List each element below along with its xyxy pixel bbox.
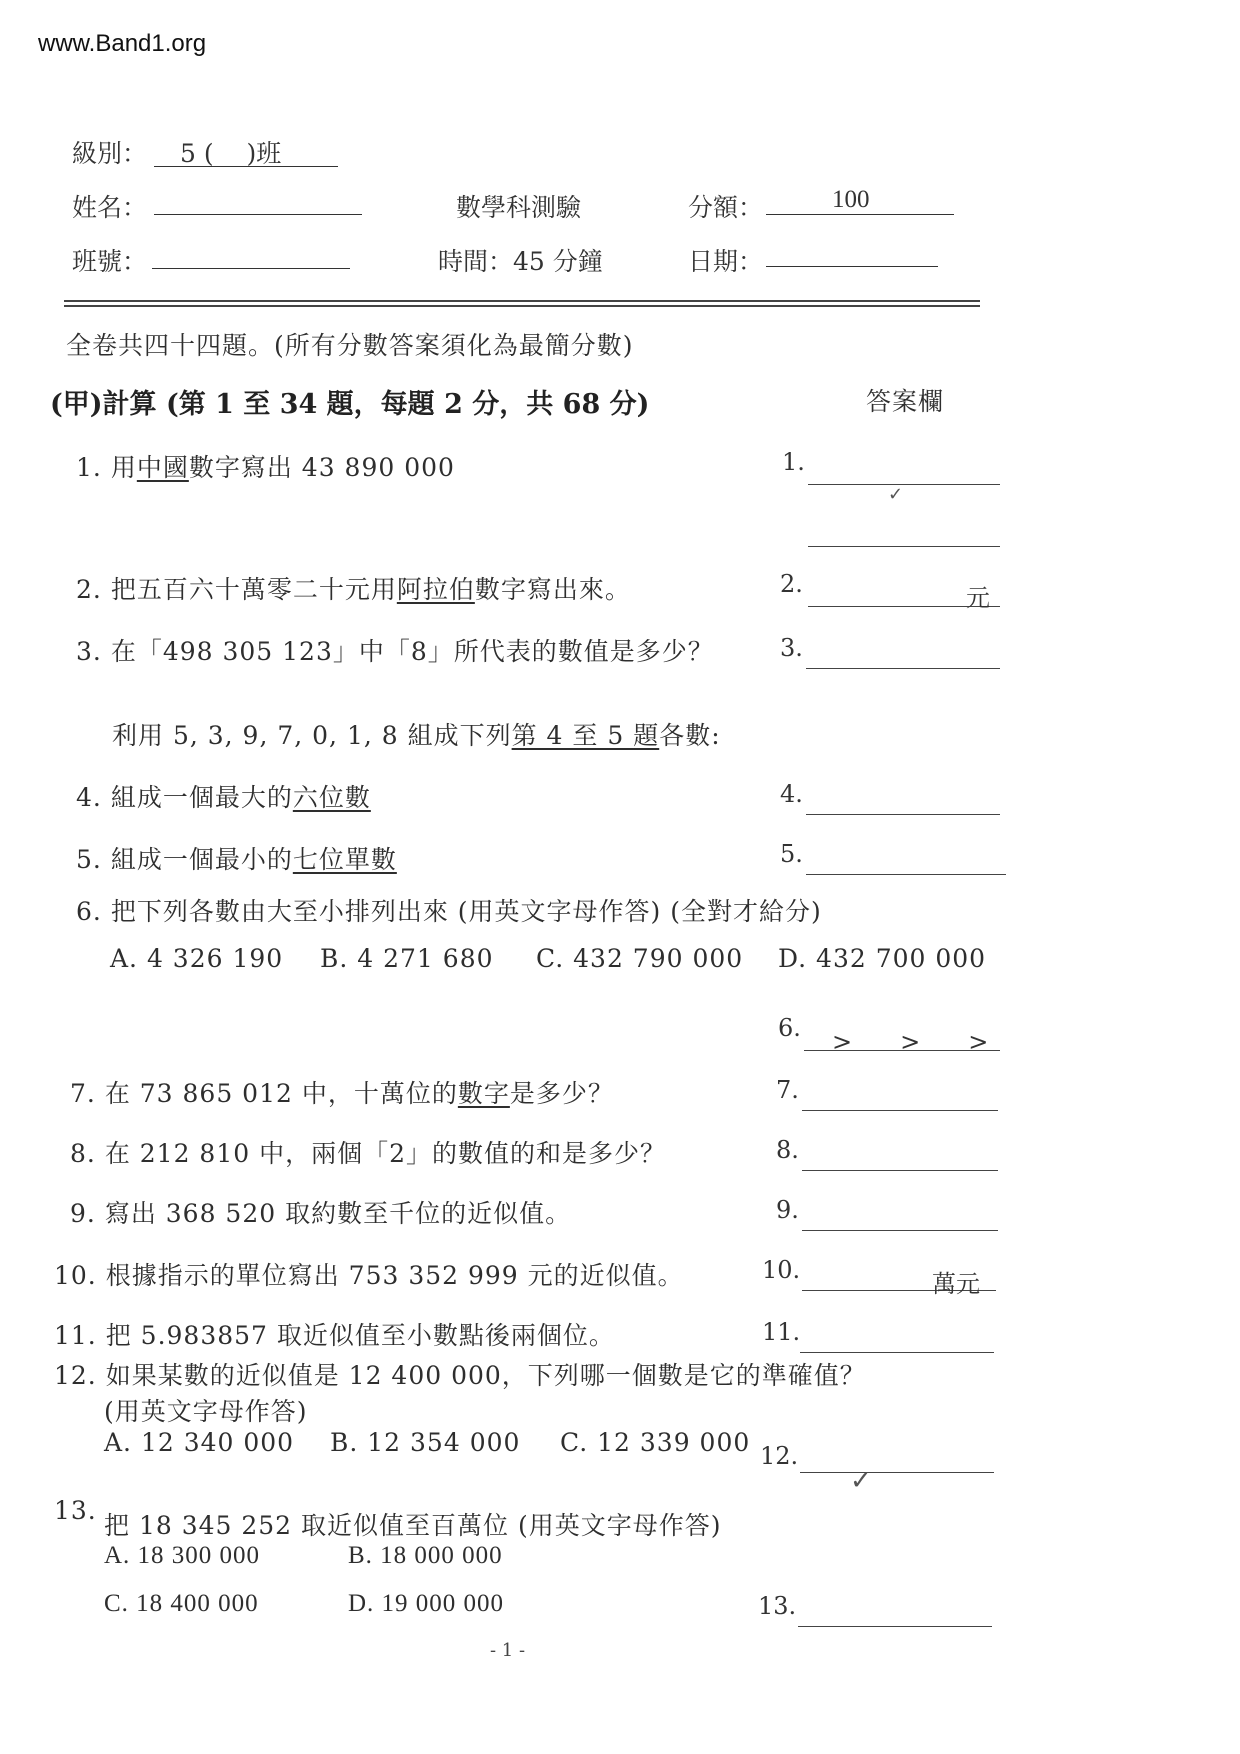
class-no-field[interactable]: [152, 268, 350, 269]
option-12b: B. 12 354 000: [330, 1428, 521, 1457]
header-rule-top: [64, 300, 980, 302]
check-mark-icon: ✓: [850, 1466, 872, 1496]
option-6c: C. 432 790 000: [536, 944, 744, 973]
question-8: 8. 在 212 810 中，兩個「2」的數值的和是多少？: [70, 1139, 666, 1168]
class-no-label: 班號：: [72, 247, 148, 276]
page-number: - 1 -: [490, 1640, 526, 1661]
question-1: 1. 用中國數字寫出 43 890 000: [76, 453, 455, 482]
answer-field-11[interactable]: [800, 1352, 994, 1353]
question-7: 7. 在 73 865 012 中，十萬位的數字是多少？: [70, 1079, 614, 1108]
option-13c: C. 18 400 000: [104, 1590, 259, 1617]
question-2: 2. 把五百六十萬零二十元用阿拉伯數字寫出來。: [76, 575, 631, 604]
grade-underline: [154, 166, 338, 167]
answer-label-7: 7.: [776, 1076, 799, 1104]
option-6b: B. 4 271 680: [320, 944, 494, 973]
question-13: 把 18 345 252 取近似值至百萬位 (用英文字母作答): [104, 1511, 722, 1540]
grade-label: 級別：: [72, 139, 148, 168]
option-13d: D. 19 000 000: [348, 1590, 505, 1617]
time-text: 時間：45 分鐘: [438, 247, 603, 276]
option-6d: D. 432 700 000: [778, 944, 987, 973]
question-12-note: (用英文字母作答): [104, 1397, 308, 1426]
site-url[interactable]: www.Band1.org: [38, 30, 207, 57]
option-12a: A. 12 340 000: [104, 1428, 295, 1457]
answer-label-5: 5.: [780, 840, 803, 868]
answer-field-1b[interactable]: [808, 546, 1000, 547]
answer-column-heading: 答案欄: [866, 387, 945, 416]
answer-field-7[interactable]: [802, 1110, 998, 1111]
option-6a: A. 4 326 190: [110, 944, 284, 973]
question-10: 10. 根據指示的單位寫出 753 352 999 元的近似值。: [54, 1261, 684, 1290]
date-field[interactable]: [766, 266, 938, 267]
answer-label-2: 2.: [780, 570, 803, 598]
test-title: 數學科測驗: [456, 193, 582, 222]
answer-label-9: 9.: [776, 1196, 799, 1224]
answer-field-3[interactable]: [806, 668, 1000, 669]
question-6: 6. 把下列各數由大至小排列出來 (用英文字母作答) (全對才給分): [76, 897, 822, 926]
answer-label-6: 6.: [778, 1014, 801, 1042]
answer-field-5[interactable]: [806, 874, 1006, 875]
answer-label-8: 8.: [776, 1136, 799, 1164]
question-5: 5. 組成一個最小的七位單數: [76, 845, 397, 874]
question-4-5-intro: 利用 5, 3, 9, 7, 0, 1, 8 組成下列第 4 至 5 題各數:: [112, 721, 721, 750]
answer-label-13: 13.: [758, 1592, 797, 1620]
answer-label-3: 3.: [780, 634, 803, 662]
answer-6-order-signs: > > >: [832, 1028, 989, 1056]
answer-field-13[interactable]: [798, 1626, 992, 1627]
header-rule-bottom: [64, 305, 980, 307]
question-4: 4. 組成一個最大的六位數: [76, 783, 371, 812]
option-13a: A. 18 300 000: [104, 1542, 261, 1569]
option-13b: B. 18 000 000: [348, 1542, 503, 1569]
answer-field-1a[interactable]: [808, 484, 1000, 485]
answer-field-4[interactable]: [806, 814, 1000, 815]
name-label: 姓名：: [72, 193, 148, 222]
grade-value: 5 ( )班: [180, 139, 282, 168]
name-field[interactable]: [154, 214, 362, 215]
answer-unit-10: 萬元: [932, 1270, 980, 1298]
question-11: 11. 把 5.983857 取近似值至小數點後兩個位。: [54, 1321, 615, 1350]
score-value: 100: [832, 186, 870, 213]
answer-label-4: 4.: [780, 780, 803, 808]
answer-label-12: 12.: [760, 1442, 799, 1470]
answer-label-1: 1.: [782, 448, 805, 476]
answer-field-8[interactable]: [802, 1170, 998, 1171]
question-12: 12. 如果某數的近似值是 12 400 000，下列哪一個數是它的準確值？: [54, 1361, 866, 1390]
date-label: 日期：: [688, 247, 764, 276]
option-12c: C. 12 339 000: [560, 1428, 751, 1457]
answer-field-12[interactable]: [800, 1472, 994, 1473]
score-label: 分額：: [688, 193, 764, 222]
question-13-number: 13.: [54, 1496, 97, 1525]
question-3: 3. 在「498 305 123」中「8」所代表的數值是多少？: [76, 637, 714, 666]
score-underline: [766, 214, 954, 215]
instructions: 全卷共四十四題。(所有分數答案須化為最簡分數): [66, 331, 634, 360]
answer-label-10: 10.: [762, 1256, 801, 1284]
answer-unit-2: 元: [966, 584, 990, 612]
answer-label-11: 11.: [762, 1318, 801, 1346]
question-9: 9. 寫出 368 520 取約數至千位的近似值。: [70, 1199, 572, 1228]
answer-field-9[interactable]: [802, 1230, 998, 1231]
section-title: (甲)計算 (第 1 至 34 題，每題 2 分，共 68 分): [50, 389, 650, 420]
question-number: 1.: [76, 453, 102, 482]
check-mark-icon: ✓: [888, 484, 904, 505]
